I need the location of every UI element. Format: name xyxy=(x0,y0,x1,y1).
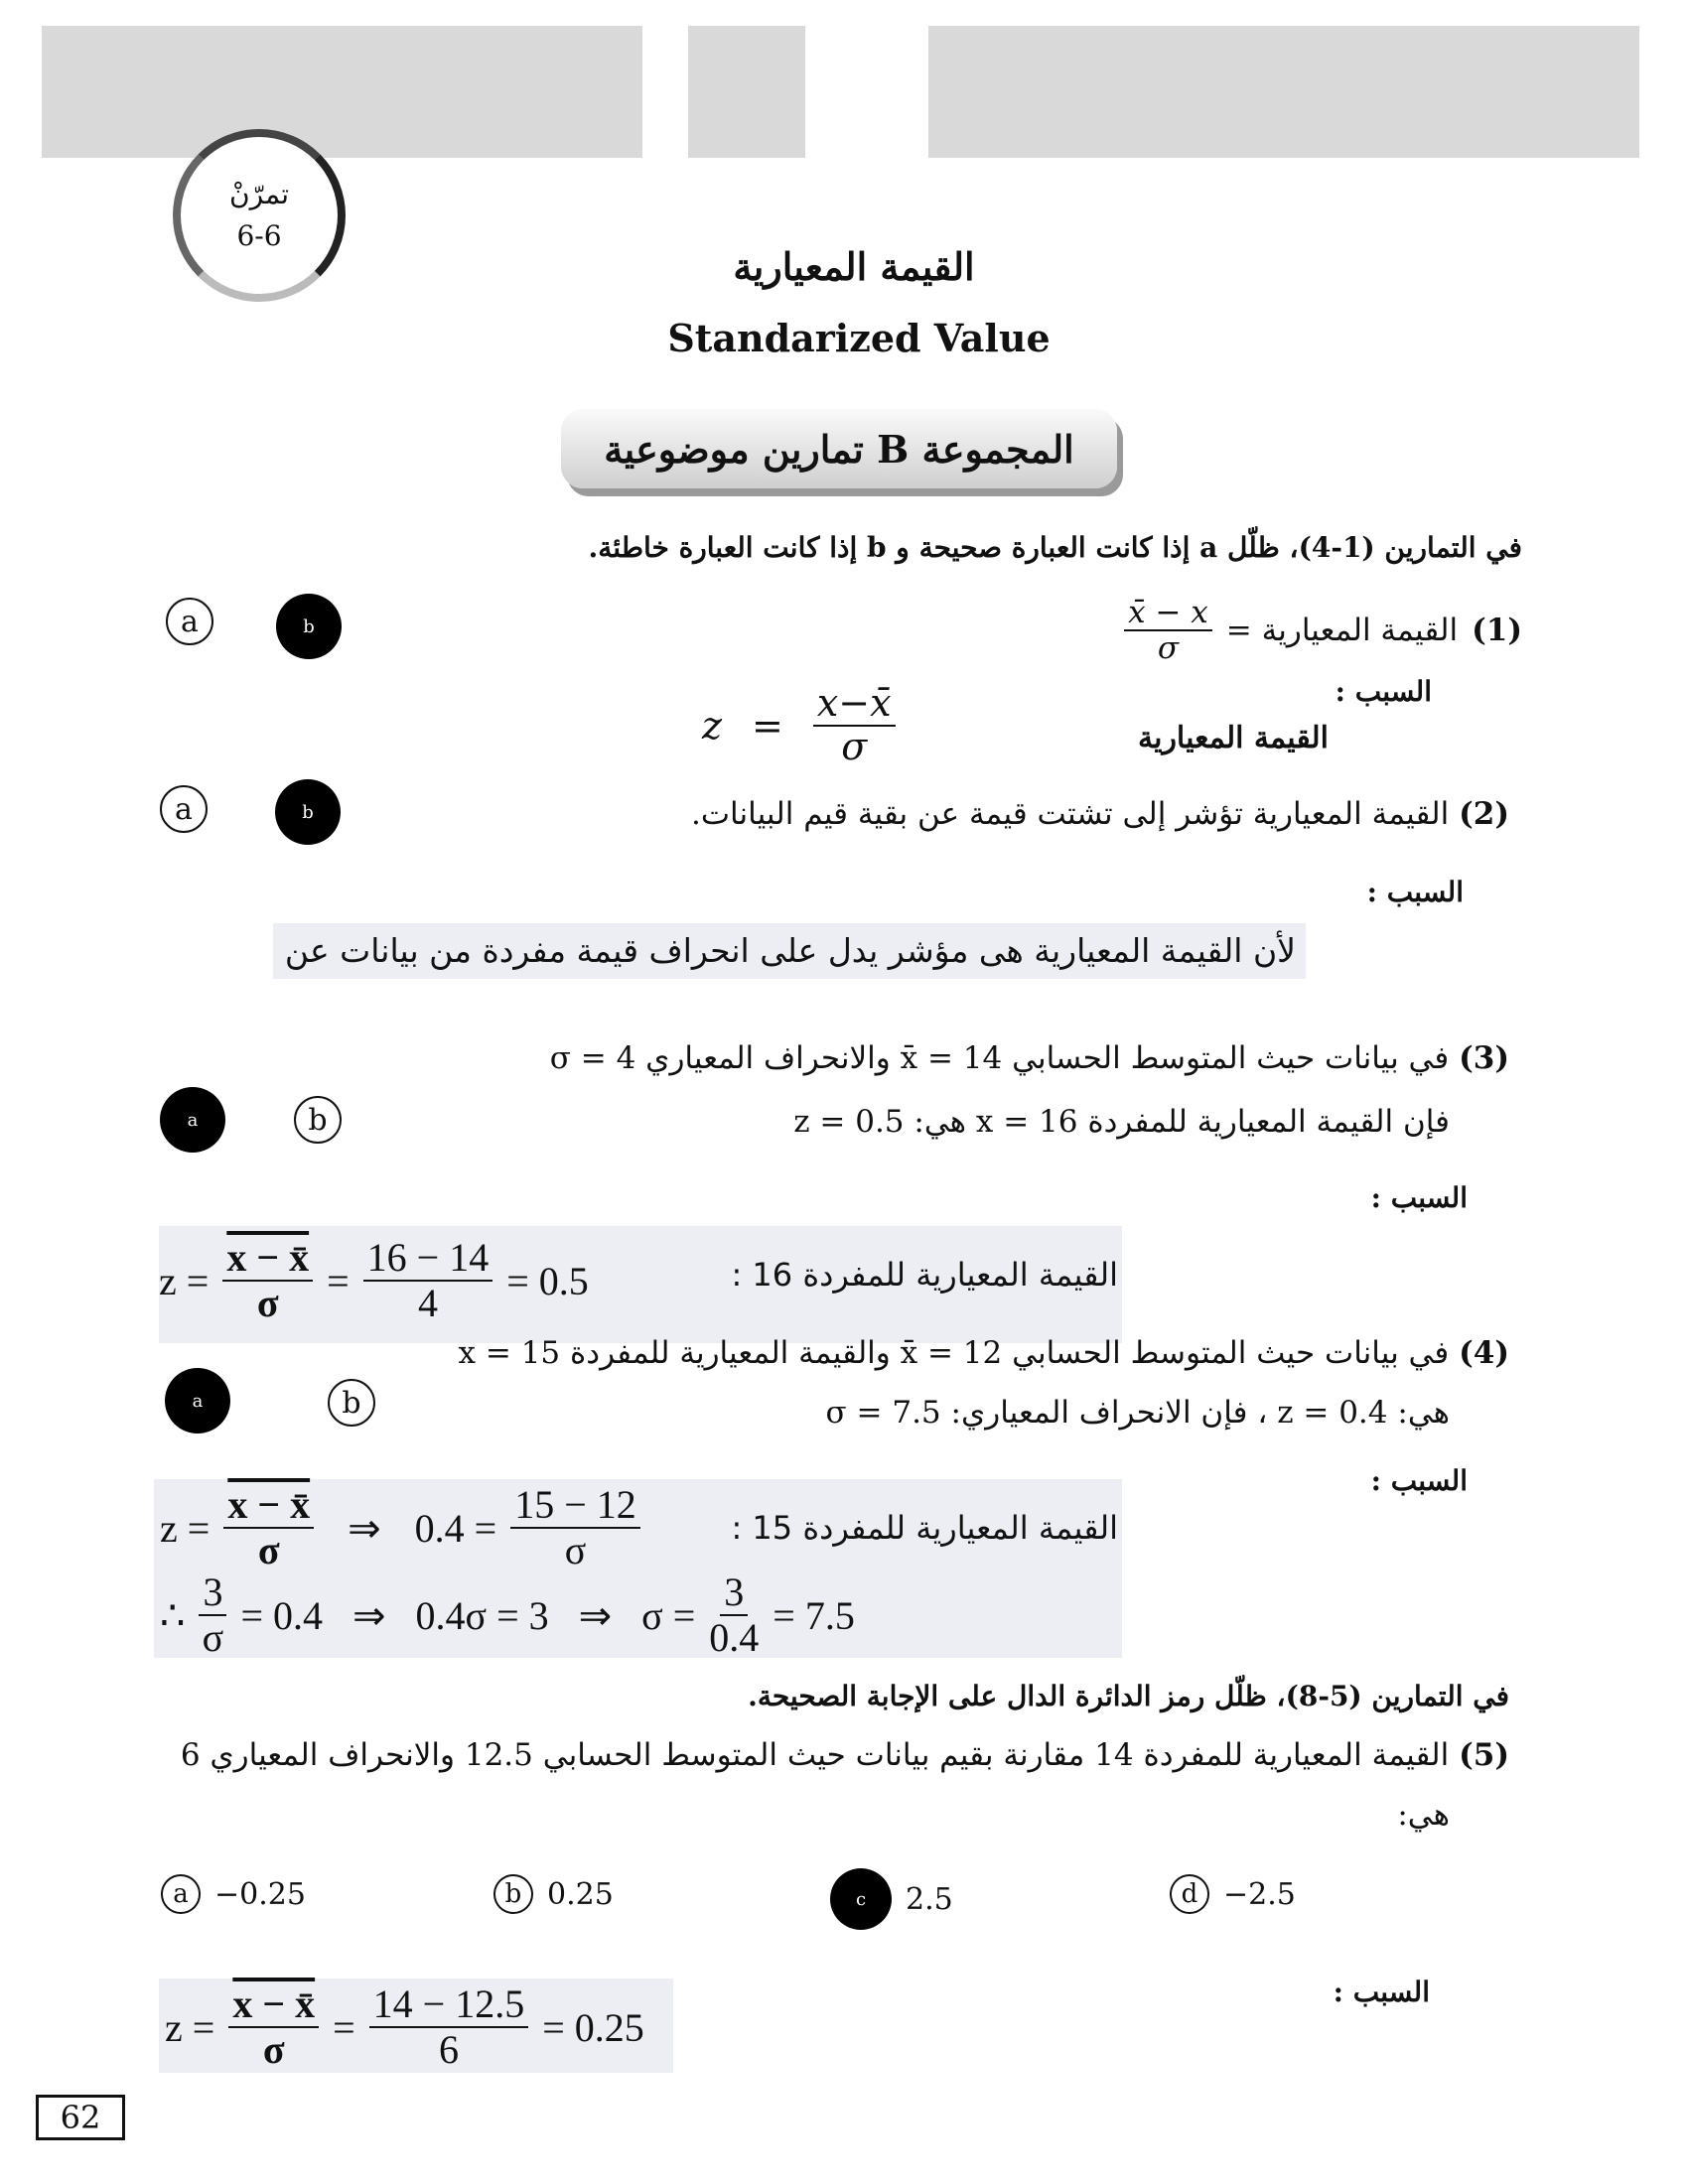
q3-line1: في بيانات حيث المتوسط الحسابي x̄ = 14 والانحراف المعياري σ = 4 xyxy=(549,1040,1450,1076)
q3-calc-box xyxy=(159,1226,1122,1343)
group-heading xyxy=(561,409,1117,488)
q3-eq: = xyxy=(327,1258,350,1303)
q1-formula xyxy=(1124,596,1212,665)
group-heading-text: المجموعة B تمارين موضوعية xyxy=(604,426,1074,472)
q3-option-a-selected[interactable] xyxy=(160,1087,225,1153)
q1-formula-den: σ xyxy=(1157,630,1180,667)
q1-option-a[interactable] xyxy=(166,598,213,645)
q3-frac2-den: 4 xyxy=(417,1281,438,1325)
q1-number: (1) xyxy=(1472,613,1522,649)
q4-frac2 xyxy=(510,1483,640,1572)
q4-arrow-2: ⇒ xyxy=(352,1592,386,1638)
q5-calc-box xyxy=(159,1979,673,2073)
q4-eq04: = 0.4 xyxy=(240,1592,324,1638)
header-bar-middle xyxy=(688,26,805,158)
q2-reason-text: لأن القيمة المعيارية هى مؤشر يدل على انحراف قيمة مفردة من بيانات عن xyxy=(273,923,1306,979)
q4-option-a-selected[interactable] xyxy=(165,1368,230,1433)
q5-reason-label: السبب : xyxy=(1333,1976,1430,2008)
q3-question-line1 xyxy=(318,1040,1509,1076)
page-title-ar: القيمة المعيارية xyxy=(733,244,975,289)
q4-line2: هي: z = 0.4 ، فإن الانحراف المعياري: σ = 7.5 xyxy=(825,1395,1450,1431)
header-bar-right xyxy=(928,26,1639,158)
q1-eq: = xyxy=(752,703,783,748)
q3-option-a-label: a xyxy=(187,1109,199,1131)
q1-z: z xyxy=(702,703,723,748)
page-number-text: 62 xyxy=(60,2099,101,2136)
q5-result: = 0.25 xyxy=(542,2004,644,2050)
q3-reason-label: السبب : xyxy=(1370,1181,1468,1214)
q4-z-lhs: z = xyxy=(160,1505,211,1551)
q5-frac1 xyxy=(228,1982,319,2072)
q4-frac4-den: 0.4 xyxy=(709,1615,760,1660)
q4-frac1 xyxy=(223,1483,314,1572)
q2-number: (2) xyxy=(1459,796,1509,832)
q4-option-a-label: a xyxy=(192,1390,204,1412)
q3-calc-label: القيمة المعيارية للمفردة 16 : xyxy=(731,1256,1118,1294)
q1-z-num: x−x̄ xyxy=(813,683,896,727)
q3-z-lhs: z = xyxy=(159,1258,210,1303)
instruction-1: في التمارين (1-4)، ظلّل a إذا كانت العبارة صحيحة و b إذا كانت العبارة خاطئة. xyxy=(588,531,1522,564)
page-title-en: Standarized Value xyxy=(667,316,1051,360)
q5-eq: = xyxy=(333,2004,355,2050)
q1-reason-text: القيمة المعيارية xyxy=(1138,721,1329,755)
q5-option-c-circle: c xyxy=(830,1868,892,1930)
q4-option-b[interactable] xyxy=(328,1379,375,1427)
q5-frac2-den: 6 xyxy=(438,2027,459,2072)
q3-frac1-den: σ xyxy=(256,1281,279,1325)
q2-option-b-selected[interactable] xyxy=(275,779,341,845)
q5-number: (5) xyxy=(1459,1737,1509,1773)
q3-option-b-label: b xyxy=(308,1102,328,1138)
q5-option-a[interactable] xyxy=(161,1874,306,1914)
q3-frac1-num: x − x̄ xyxy=(222,1236,313,1282)
q4-frac1-num: x − x̄ xyxy=(223,1483,314,1529)
q4-option-b-label: b xyxy=(342,1385,361,1421)
q5-calc-formula xyxy=(165,1982,644,2072)
q2-reason-label: السبب : xyxy=(1366,876,1464,908)
q5-option-a-value: −0.25 xyxy=(214,1876,306,1912)
q3-option-b[interactable] xyxy=(294,1096,342,1144)
q5-frac1-num: x − x̄ xyxy=(228,1982,319,2028)
q4-frac3 xyxy=(199,1570,226,1660)
q1-text: القيمة المعيارية = xyxy=(1225,613,1459,649)
q4-calc-row1 xyxy=(160,1483,640,1572)
q4-calc-row2 xyxy=(160,1570,855,1660)
q5-line1: القيمة المعيارية للمفردة 14 مقارنة بقيم بيانات حيث المتوسط الحسابي 12.5 والانحراف المعياري 6 xyxy=(180,1737,1450,1773)
q4-step2: 0.4σ = 3 xyxy=(415,1592,549,1638)
q4-frac3-num: 3 xyxy=(199,1570,226,1616)
q4-question-line1 xyxy=(268,1335,1509,1371)
q5-frac2-num: 14 − 12.5 xyxy=(369,1982,529,2028)
q5-line2: هي: xyxy=(1397,1797,1450,1833)
q4-frac2-num: 15 − 12 xyxy=(510,1483,640,1529)
q5-option-c-selected[interactable] xyxy=(830,1868,953,1930)
q5-option-b-value: 0.25 xyxy=(547,1876,614,1912)
q3-line2: فإن القيمة المعيارية للمفردة x = 16 هي: z = 0.5 xyxy=(793,1104,1450,1140)
page-number xyxy=(36,2095,125,2140)
q5-option-a-circle: a xyxy=(161,1874,201,1914)
q5-z-lhs: z = xyxy=(165,2004,215,2050)
q2-option-a-label: a xyxy=(175,791,193,827)
q3-calc-formula xyxy=(159,1236,589,1325)
q4-arrow-3: ⇒ xyxy=(578,1592,613,1638)
q2-option-a[interactable] xyxy=(160,785,208,833)
q2-option-b-label: b xyxy=(302,801,314,823)
q3-result: = 0.5 xyxy=(506,1258,589,1303)
q4-arrow-1: ⇒ xyxy=(348,1505,381,1551)
q4-frac4 xyxy=(709,1570,759,1660)
q5-option-b[interactable] xyxy=(493,1874,614,1914)
q5-question-line1 xyxy=(159,1737,1509,1773)
q1-z-den: σ xyxy=(841,724,868,768)
q1-z-formula xyxy=(702,683,896,768)
q4-number: (4) xyxy=(1459,1335,1509,1371)
q1-option-a-label: a xyxy=(181,604,199,639)
q3-frac2-num: 16 − 14 xyxy=(363,1236,493,1282)
q2-text: القيمة المعيارية تؤشر إلى تشتت قيمة عن بقية قيم البيانات. xyxy=(691,796,1450,832)
q4-frac3-den: σ xyxy=(202,1615,224,1660)
q1-option-b-selected[interactable] xyxy=(276,594,342,659)
q3-frac1 xyxy=(222,1236,313,1325)
q1-z-frac xyxy=(813,683,896,768)
q4-therefore: ∴ xyxy=(160,1592,186,1638)
q5-frac1-den: σ xyxy=(262,2027,285,2072)
q4-frac4-num: 3 xyxy=(720,1570,748,1616)
q4-calc-box xyxy=(154,1479,1122,1658)
badge-word: تمرّنْ xyxy=(229,178,289,210)
q4-line1: في بيانات حيث المتوسط الحسابي x̄ = 12 والقيمة المعيارية للمفردة x = 15 xyxy=(458,1335,1450,1371)
q4-calc-label: القيمة المعيارية للمفردة 15 : xyxy=(731,1509,1118,1547)
q5-frac2 xyxy=(369,1982,529,2072)
q4-mid: 0.4 = xyxy=(414,1505,497,1551)
q3-number: (3) xyxy=(1459,1040,1509,1076)
q5-option-d-circle: d xyxy=(1170,1874,1209,1914)
q2-question xyxy=(616,796,1509,832)
q1-question xyxy=(926,596,1522,665)
q4-result: = 7.5 xyxy=(773,1592,855,1638)
q4-reason-label: السبب : xyxy=(1370,1464,1468,1497)
badge-number: 6-6 xyxy=(236,219,282,252)
q5-option-d[interactable] xyxy=(1170,1874,1296,1914)
exercise-badge xyxy=(173,129,346,302)
q1-formula-num: x̄ − x xyxy=(1124,596,1212,631)
q5-option-b-circle: b xyxy=(493,1874,533,1914)
q5-option-c-value: 2.5 xyxy=(906,1881,953,1917)
header-bar-left xyxy=(42,26,642,158)
q1-reason-label: السبب : xyxy=(1335,675,1432,708)
q1-option-b-label: b xyxy=(303,615,315,637)
q4-frac2-den: σ xyxy=(564,1528,587,1572)
q4-sigma-eq: σ = xyxy=(641,1592,696,1638)
q4-frac1-den: σ xyxy=(257,1528,280,1572)
instruction-2: في التمارين (5-8)، ظلّل رمز الدائرة الدال على الإجابة الصحيحة. xyxy=(748,1680,1509,1712)
q5-option-d-value: −2.5 xyxy=(1223,1876,1296,1912)
q3-frac2 xyxy=(363,1236,493,1325)
